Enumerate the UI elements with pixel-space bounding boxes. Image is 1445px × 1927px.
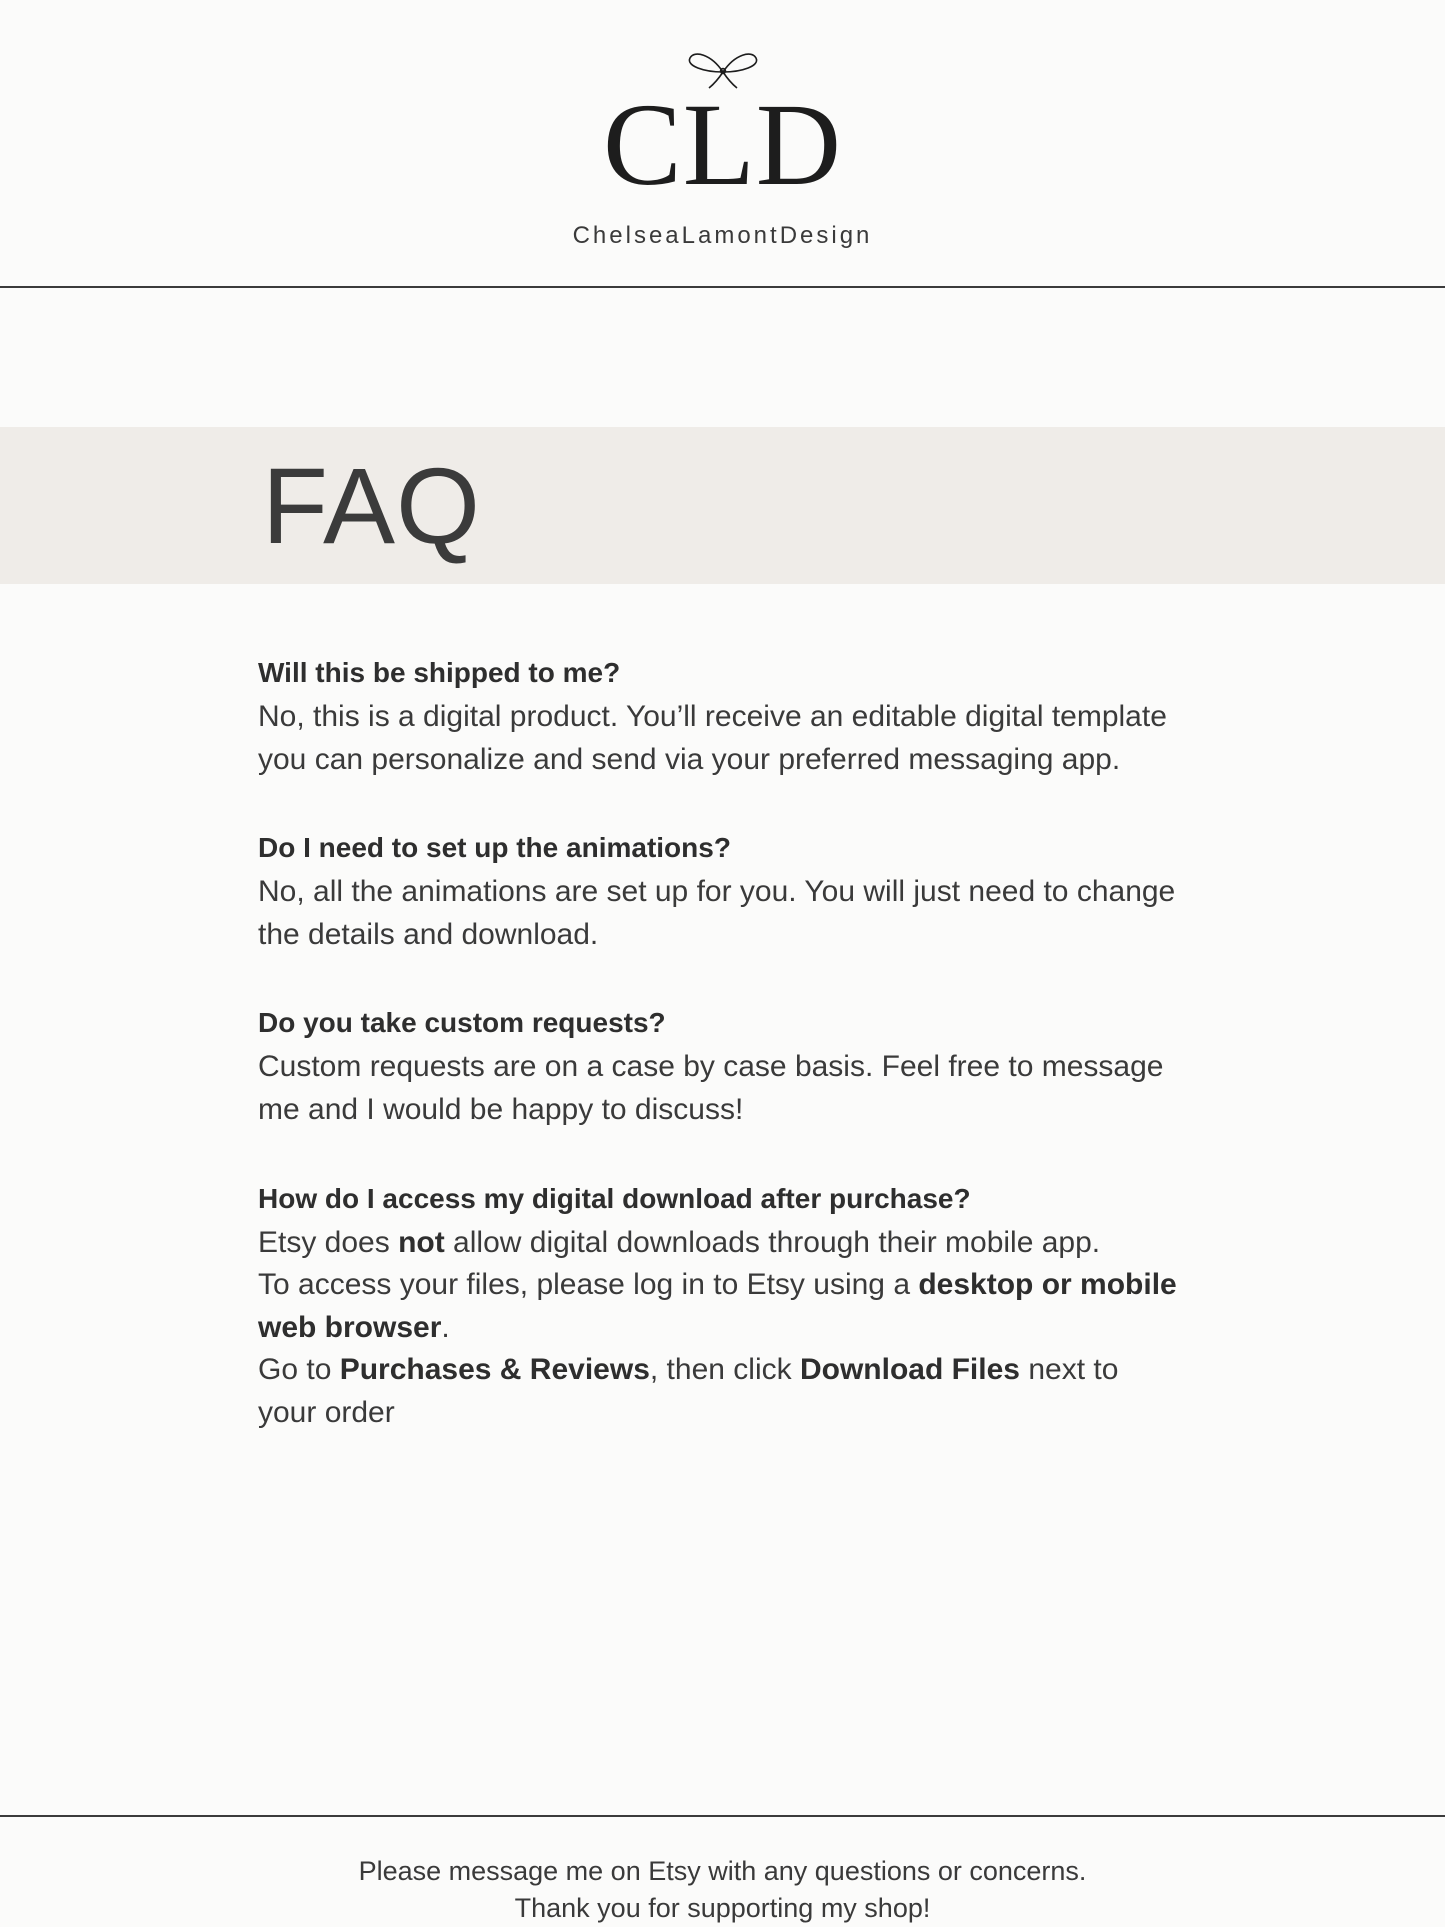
faq-item bbox=[258, 1002, 1185, 1131]
faq-list bbox=[0, 652, 1445, 1781]
page-footer bbox=[0, 1817, 1445, 1927]
page-title: FAQ bbox=[262, 444, 482, 566]
faq-answer: No, all the animations are set up for you. You will just need to change the details and download. bbox=[258, 875, 1176, 951]
title-band bbox=[0, 427, 1445, 584]
answer-text: Etsy does bbox=[258, 1225, 399, 1259]
answer-emphasis: Download Files bbox=[799, 1353, 1020, 1387]
faq-question: Do I need to set up the animations? bbox=[258, 832, 731, 864]
answer-text: To access your files, please log in to Etsy using a bbox=[258, 1268, 919, 1302]
answer-text: . bbox=[441, 1310, 450, 1344]
faq-answer: No, this is a digital product. You’ll receive an editable digital template you can personalize and send via your preferred messaging app. bbox=[258, 700, 1167, 776]
answer-text: , then click bbox=[649, 1353, 800, 1387]
faq-answer: Custom requests are on a case by case basis. Feel free to message me and I would be happy to discuss! bbox=[258, 1050, 1164, 1126]
faq-question: How do I access my digital download after purchase? bbox=[258, 1182, 971, 1214]
answer-text: allow digital downloads through their mobile app. bbox=[444, 1225, 1101, 1259]
header-divider bbox=[0, 286, 1445, 288]
brand-monogram: CLD bbox=[603, 79, 842, 210]
faq-item bbox=[258, 652, 1185, 781]
answer-emphasis: desktop or mobile web browser bbox=[258, 1268, 1177, 1344]
answer-text: Go to bbox=[258, 1353, 340, 1387]
brand-header bbox=[0, 0, 1445, 330]
answer-emphasis: Purchases & Reviews bbox=[339, 1353, 650, 1387]
footer-line-1: Please message me on Etsy with any questions or concerns. bbox=[358, 1855, 1087, 1886]
faq-item bbox=[258, 1178, 1185, 1435]
answer-emphasis: not bbox=[398, 1225, 445, 1259]
faq-question: Will this be shipped to me? bbox=[258, 657, 621, 688]
faq-item bbox=[258, 827, 1185, 956]
brand-name: ChelseaLamontDesign bbox=[572, 222, 873, 249]
faq-question: Do you take custom requests? bbox=[258, 1007, 666, 1039]
answer-text: next to your order bbox=[258, 1353, 1119, 1429]
footer-line-2: Thank you for supporting my shop! bbox=[514, 1892, 931, 1923]
faq-answer bbox=[258, 1222, 1185, 1435]
